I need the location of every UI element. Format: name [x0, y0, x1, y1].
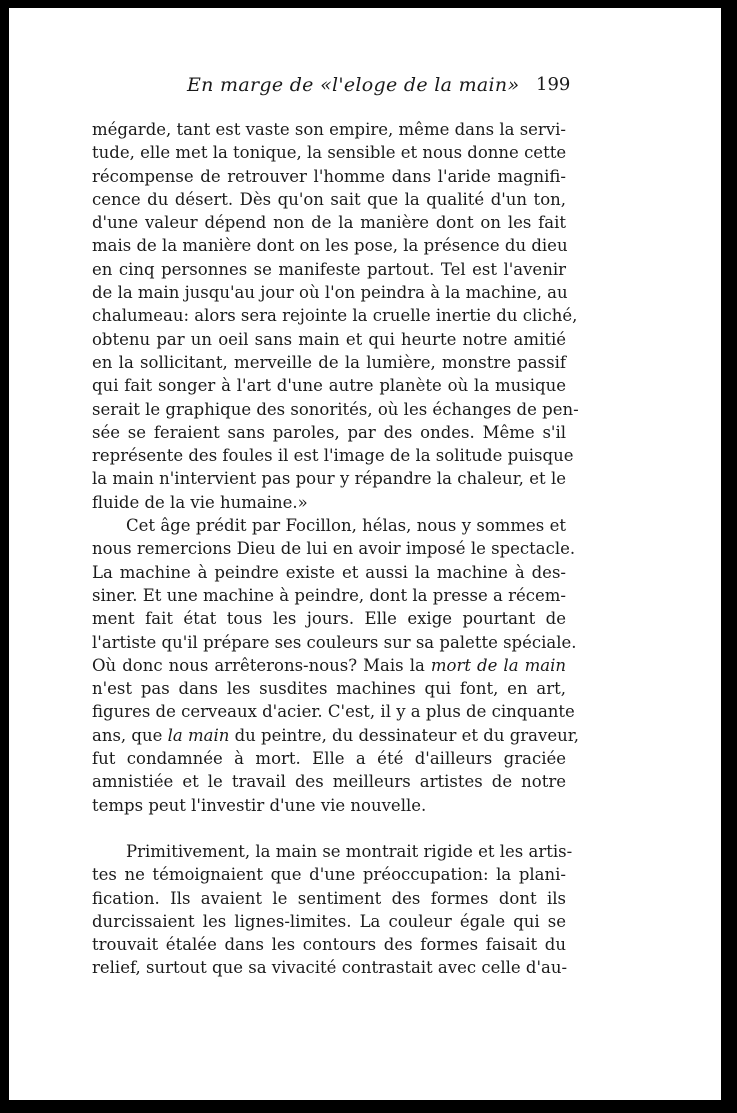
text-line: récompense de retrouver l'homme dans l'aride magnifi- [92, 166, 566, 186]
text-line: en la sollicitant, merveille de la lumière, monstre passif [92, 352, 566, 372]
text-line: chalumeau: alors sera rejointe la cruelle inertie du cliché, [92, 306, 578, 326]
text-line: nous remercions Dieu de lui en avoir imposé le spectacle. [92, 539, 576, 559]
text-line: tes ne témoignaient que d'une préoccupation: la plani- [92, 865, 566, 885]
text-line: fluide de la vie humaine.» [92, 492, 308, 512]
text-segment: ans, que [92, 725, 163, 745]
text-line: temps peut l'investir d'une vie nouvelle. [92, 795, 427, 815]
body-text [92, 118, 580, 980]
italic-phrase: mort de la main [430, 655, 566, 675]
text-line: La machine à peindre existe et aussi la machine à des- [92, 562, 566, 582]
book-page [9, 8, 721, 1100]
text-line: qui fait songer à l'art d'une autre planète où la musique [92, 376, 566, 396]
text-line: Primitivement, la main se montrait rigide et les artis- [126, 841, 573, 861]
text-line: fut condamnée à mort. Elle a été d'ailleurs graciée [92, 749, 566, 769]
text-line: figures de cerveaux d'acier. C'est, il y a plus de cinquante [92, 702, 575, 722]
text-line [92, 724, 580, 747]
text-line: trouvait étalée dans les contours des formes faisait du [92, 935, 566, 955]
text-line: représente des foules il est l'image de la solitude puisque [92, 446, 574, 466]
text-line: l'artiste qu'il prépare ses couleurs sur sa palette spéciale. [92, 632, 577, 652]
paragraph-1 [92, 118, 579, 514]
text-line: d'une valeur dépend non de la manière dont on les fait [92, 213, 566, 233]
page-number: 199 [536, 74, 571, 95]
text-line: n'est pas dans les susdites machines qui font, en art, [92, 679, 566, 699]
text-segment: Où donc nous arrêterons-nous? Mais la [92, 655, 425, 675]
text-line: de la main jusqu'au jour où l'on peindra à la machine, au [92, 283, 568, 303]
text-line: mais de la manière dont on les pose, la présence du dieu [92, 236, 568, 256]
text-line: mégarde, tant est vaste son empire, même dans la servi- [92, 120, 566, 139]
text-line: ment fait état tous les jours. Elle exige pourtant de [92, 609, 566, 629]
italic-phrase: la main [167, 725, 230, 745]
text-line: fication. Ils avaient le sentiment des formes dont ils [92, 888, 566, 908]
text-line: serait le graphique des sonorités, où les échanges de pen- [92, 399, 579, 419]
text-line: cence du désert. Dès qu'on sait que la qualité d'un ton, [92, 189, 566, 209]
paragraph-gap [92, 817, 566, 840]
text-line: Cet âge prédit par Focillon, hélas, nous y sommes et [126, 516, 566, 536]
text-line: relief, surtout que sa vivacité contrastait avec celle d'au- [92, 958, 568, 978]
running-title: En marge de «l'eloge de la main» [187, 74, 520, 96]
text-line: en cinq personnes se manifeste partout. Tel est l'avenir [92, 259, 566, 279]
text-segment: du peintre, du dessinateur et du graveur, [234, 725, 580, 745]
page-header [9, 74, 721, 104]
text-line [92, 654, 566, 677]
text-line: tude, elle met la tonique, la sensible et nous donne cette [92, 143, 567, 163]
text-line: amnistiée et le travail des meilleurs artistes de notre [92, 772, 566, 792]
text-line: la main n'intervient pas pour y répandre la chaleur, et le [92, 469, 566, 489]
text-line: siner. Et une machine à peindre, dont la presse a récem- [92, 585, 566, 605]
text-line: durcissaient les lignes-limites. La couleur égale qui se [92, 911, 566, 931]
paragraph-3 [92, 840, 573, 980]
text-line: sée se feraient sans paroles, par des ondes. Même s'il [92, 422, 566, 442]
text-line: obtenu par un oeil sans main et qui heurte notre amitié [92, 329, 566, 349]
paragraph-2 [92, 514, 580, 817]
